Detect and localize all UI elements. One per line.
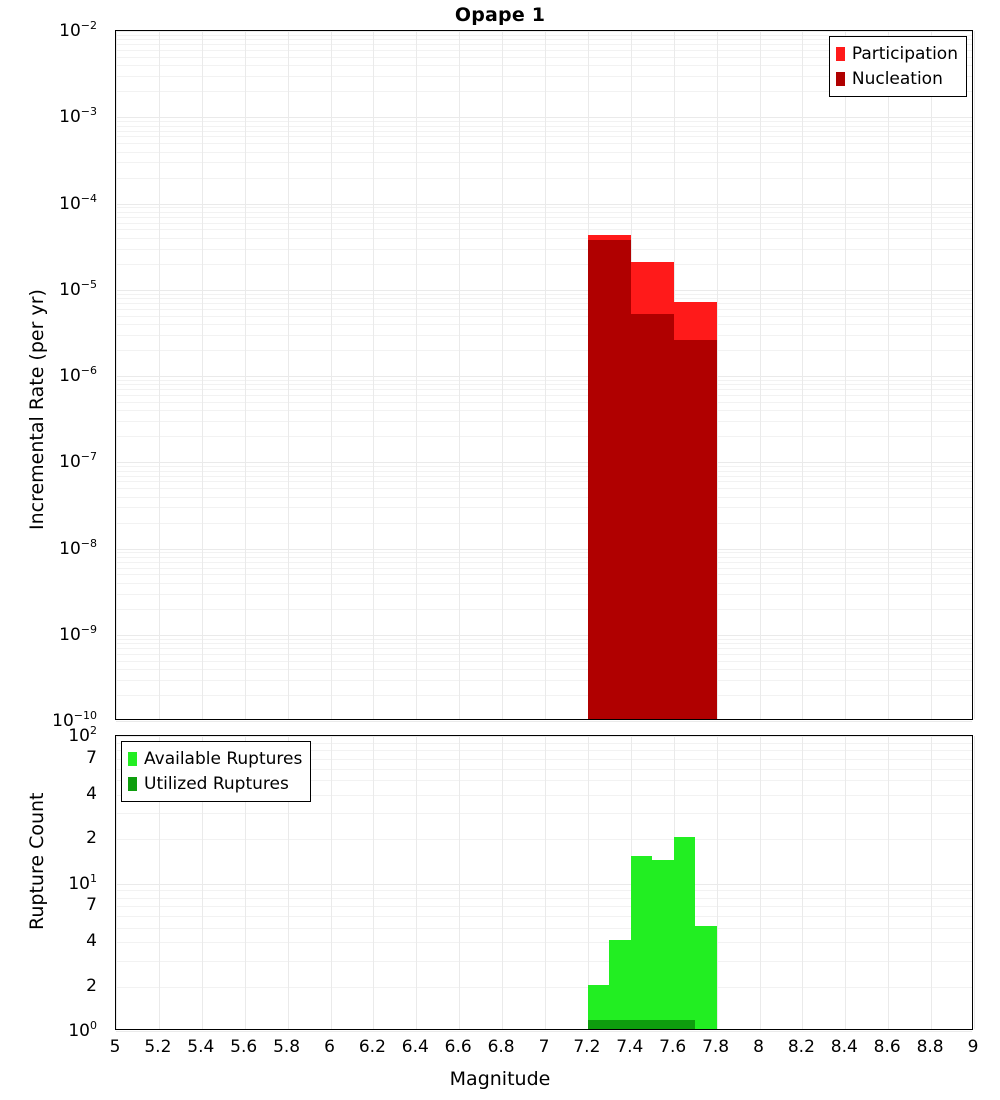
x-tick: 7.6	[659, 1037, 687, 1057]
top-legend	[829, 36, 967, 97]
top-y-axis-label: Incremental Rate (per yr)	[26, 289, 48, 530]
bottom-y-tick: 7	[86, 747, 97, 768]
x-tick: 5	[109, 1037, 121, 1057]
bottom-legend	[121, 741, 311, 802]
x-tick: 9	[967, 1037, 979, 1057]
bar-available-ruptures	[695, 926, 716, 1029]
bar-available-ruptures	[609, 940, 630, 1029]
legend-label-nucleation: Nucleation	[851, 68, 943, 89]
top-y-tick: $10^{-2}$	[59, 19, 97, 41]
x-tick: 5.8	[273, 1037, 301, 1057]
x-tick: 8.2	[787, 1037, 815, 1057]
x-tick: 6.8	[487, 1037, 515, 1057]
x-tick: 6	[324, 1037, 335, 1057]
top-y-tick: $10^{-8}$	[59, 536, 97, 559]
top-y-tick: $10^{-9}$	[59, 622, 97, 645]
legend-label-participation: Participation	[851, 44, 958, 64]
x-tick: 6.4	[401, 1037, 429, 1057]
x-tick: 6.6	[444, 1037, 472, 1057]
bar-nucleation	[588, 240, 631, 719]
rupture-count-plot	[115, 735, 973, 1030]
bottom-y-axis-label: Rupture Count	[26, 792, 48, 930]
bar-utilized-ruptures	[588, 1020, 609, 1029]
x-tick: 5.6	[230, 1037, 258, 1057]
bar-available-ruptures	[652, 860, 673, 1029]
available-ruptures-swatch	[128, 752, 137, 766]
top-y-tick: $10^{-5}$	[59, 277, 97, 300]
top-y-tick: $10^{-6}$	[59, 364, 97, 386]
bottom-y-tick: $10^1$	[68, 871, 97, 894]
utilized-ruptures-swatch	[128, 777, 137, 791]
bar-utilized-ruptures	[609, 1020, 630, 1029]
participation-swatch	[836, 47, 845, 61]
x-tick: 8.6	[873, 1037, 901, 1057]
bar-nucleation	[631, 314, 674, 719]
top-y-tick: $10^{-4}$	[59, 191, 97, 214]
x-tick: 5.2	[144, 1037, 172, 1057]
nucleation-swatch	[836, 72, 845, 86]
legend-entry-available-ruptures	[128, 747, 302, 772]
bar-utilized-ruptures	[652, 1020, 673, 1029]
bar-available-ruptures	[631, 856, 652, 1029]
bottom-y-tick: 2	[86, 975, 97, 996]
x-tick: 5.4	[187, 1037, 215, 1057]
bottom-y-tick: $10^0$	[68, 1019, 97, 1041]
top-y-tick: $10^{-10}$	[52, 709, 97, 731]
legend-entry-utilized-ruptures	[128, 772, 302, 797]
x-tick: 7	[538, 1037, 550, 1057]
x-tick: 7.8	[702, 1037, 730, 1057]
bottom-y-tick: $10^2$	[68, 724, 97, 746]
bar-utilized-ruptures	[674, 1020, 695, 1029]
x-axis-label: Magnitude	[449, 1068, 551, 1090]
x-tick: 7.4	[616, 1037, 644, 1057]
x-tick: 6.2	[358, 1037, 386, 1057]
bar-available-ruptures	[674, 837, 695, 1029]
x-tick: 8	[753, 1037, 764, 1057]
bottom-y-tick: 4	[86, 931, 97, 952]
bottom-y-tick: 4	[86, 783, 97, 804]
x-tick: 7.2	[573, 1037, 601, 1057]
page-title: Opape 1	[454, 4, 546, 26]
x-tick: 8.8	[916, 1037, 944, 1057]
legend-label-available: Available Ruptures	[144, 749, 303, 769]
x-tick: 8.4	[830, 1037, 858, 1057]
top-y-tick: $10^{-7}$	[59, 450, 97, 473]
legend-entry-nucleation	[836, 67, 958, 92]
incremental-rate-plot	[115, 30, 973, 720]
bar-nucleation	[674, 340, 717, 719]
bar-utilized-ruptures	[631, 1020, 652, 1029]
top-y-tick: $10^{-3}$	[59, 105, 97, 128]
bottom-y-tick: 2	[86, 828, 97, 849]
bottom-y-tick: 7	[86, 895, 97, 916]
legend-entry-participation	[836, 42, 958, 67]
legend-label-utilized: Utilized Ruptures	[144, 773, 289, 794]
